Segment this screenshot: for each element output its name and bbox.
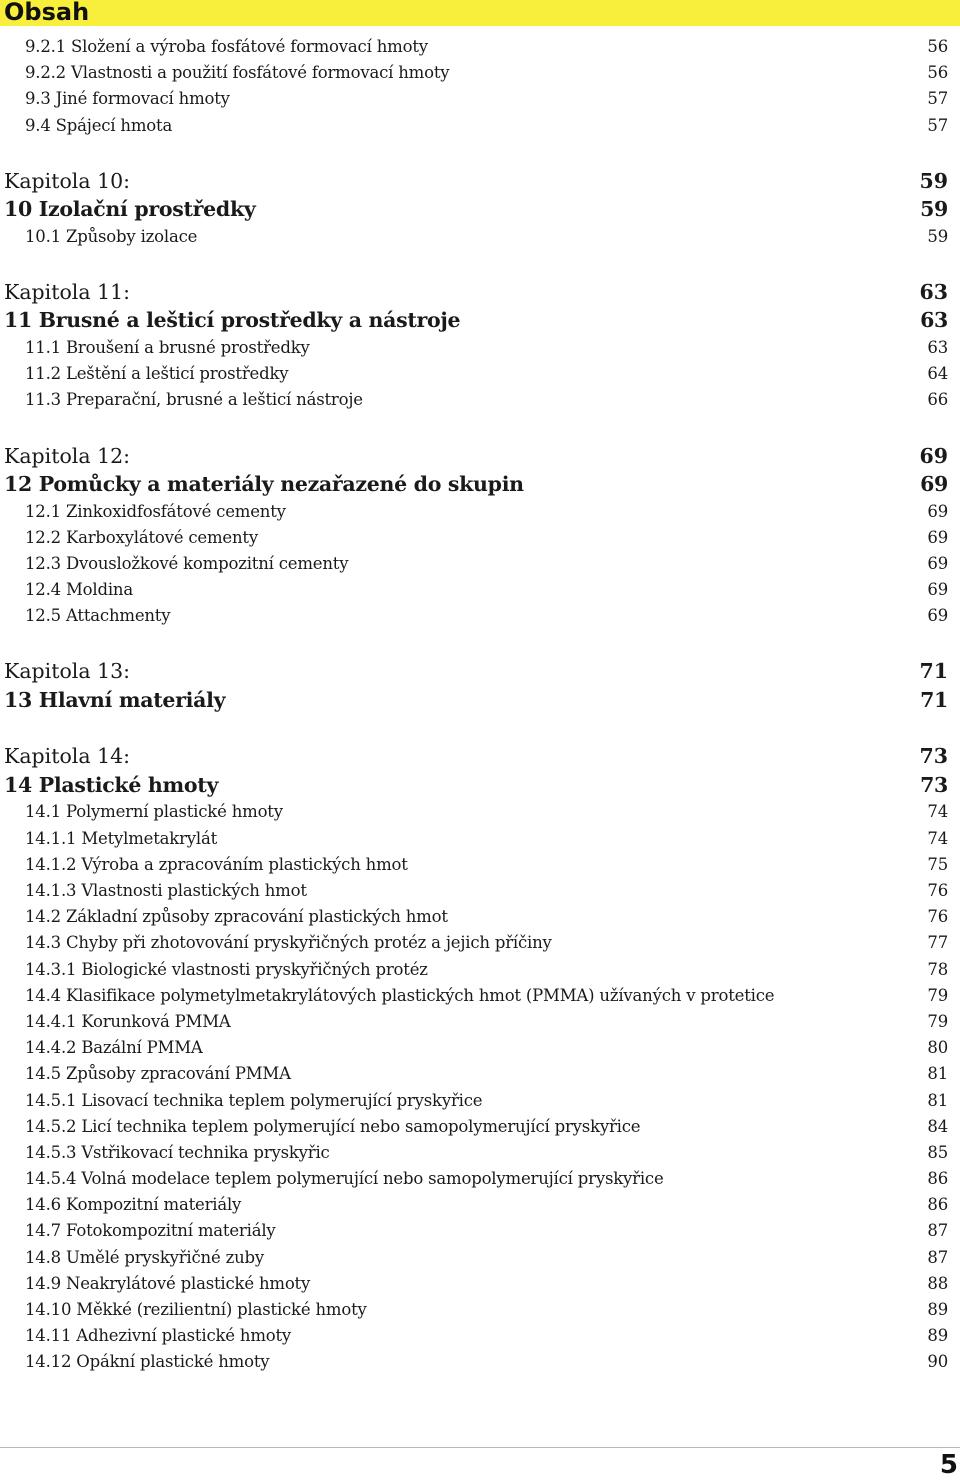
toc-entry-page: 63 bbox=[927, 337, 948, 357]
toc-entry-page: 73 bbox=[920, 772, 948, 797]
toc-entry-page: 89 bbox=[927, 1326, 948, 1346]
toc-entry-title: 9.4 Spájecí hmota bbox=[25, 115, 173, 135]
toc-entry-title: 14.5.4 Volná modelace teplem polymerující nebo samopolymerující pryskyřice bbox=[25, 1169, 664, 1189]
toc-entry-title: 14.10 Měkké (rezilientní) plastické hmoty bbox=[25, 1300, 367, 1319]
toc-spacer bbox=[0, 629, 952, 657]
toc-entry-page: 69 bbox=[927, 527, 948, 547]
toc-entry-title: Kapitola 11: bbox=[4, 279, 131, 304]
toc-entry-title: 14.12 Opákní plastické hmoty bbox=[25, 1352, 270, 1372]
toc-entry-page: 77 bbox=[927, 933, 948, 953]
toc-entry-page: 71 bbox=[919, 659, 948, 684]
toc-entry-title: 12 Pomůcky a materiály nezařazené do skupin bbox=[4, 472, 524, 496]
toc-entry-sub[interactable] bbox=[0, 387, 952, 413]
toc-entry-sub[interactable] bbox=[0, 930, 952, 956]
toc-entry-title: 11.1 Broušení a brusné prostředky bbox=[25, 337, 310, 357]
toc-entry-sub[interactable] bbox=[0, 60, 952, 86]
toc-entry-title: Kapitola 13: bbox=[4, 659, 131, 684]
toc-entry-page: 63 bbox=[920, 308, 948, 333]
toc-entry-page: 57 bbox=[927, 89, 948, 109]
toc-entry-title: 14.5.1 Lisovací technika teplem polymerující pryskyřice bbox=[25, 1090, 483, 1110]
toc-entry-title: 14.1.2 Výroba a zpracováním plastických hmot bbox=[25, 854, 408, 874]
toc-entry-title: 14.1.1 Metylmetakrylát bbox=[25, 828, 218, 848]
toc-entry-sub[interactable] bbox=[0, 1349, 952, 1375]
toc-entry-title: 11 Brusné a lešticí prostředky a nástroje bbox=[4, 308, 461, 333]
toc-entry-title: 14.4 Klasifikace polymetylmetakrylátových plastických hmot (PMMA) užívaných v protetice bbox=[25, 985, 775, 1005]
toc-entry-chapter[interactable] bbox=[0, 442, 952, 471]
toc-entry-page: 74 bbox=[927, 802, 948, 822]
toc-entry-page: 59 bbox=[927, 226, 948, 246]
toc-entry-title: 9.2.1 Složení a výroba fosfátové formovací hmoty bbox=[25, 37, 428, 56]
toc-entry-title: 14.8 Umělé pryskyřičné zuby bbox=[25, 1247, 264, 1267]
toc-entry-sub[interactable] bbox=[0, 878, 952, 904]
toc-entry-page: 59 bbox=[919, 168, 948, 193]
toc-entry-title: 14.4.2 Bazální PMMA bbox=[25, 1038, 203, 1058]
toc-entry-page: 56 bbox=[927, 37, 948, 56]
toc-entry-sub[interactable] bbox=[0, 1035, 952, 1061]
toc-entry-title: Kapitola 10: bbox=[4, 168, 131, 193]
toc-entry-title: 14.11 Adhezivní plastické hmoty bbox=[25, 1326, 292, 1346]
toc-entry-sub[interactable] bbox=[0, 1192, 952, 1218]
toc-entry-sub[interactable] bbox=[0, 577, 952, 603]
toc-entry-page: 69 bbox=[927, 501, 948, 521]
toc-entry-sub[interactable] bbox=[0, 1297, 952, 1323]
footer-divider bbox=[0, 1447, 960, 1448]
toc-entry-title: 14.3 Chyby při zhotovování pryskyřičných protéz a jejich příčiny bbox=[25, 933, 552, 953]
toc-entry-page: 78 bbox=[927, 959, 948, 979]
toc-entry-title: 12.3 Dvousložkové kompozitní cementy bbox=[25, 553, 349, 573]
toc-entry-title: Kapitola 12: bbox=[4, 443, 131, 468]
toc-entry-page: 81 bbox=[927, 1090, 948, 1110]
toc-entry-page: 71 bbox=[920, 687, 948, 712]
page-title: Obsah bbox=[4, 0, 90, 26]
toc-entry-page: 87 bbox=[927, 1221, 948, 1241]
toc-entry-section[interactable] bbox=[0, 771, 952, 800]
toc-entry-title: 12.5 Attachmenty bbox=[25, 606, 171, 626]
toc-entry-page: 66 bbox=[927, 390, 948, 410]
toc-entry-chapter[interactable] bbox=[0, 742, 952, 771]
table-of-contents bbox=[0, 34, 952, 1376]
toc-entry-page: 87 bbox=[927, 1247, 948, 1267]
toc-entry-sub[interactable] bbox=[0, 826, 952, 852]
toc-entry-sub[interactable] bbox=[0, 551, 952, 577]
toc-entry-page: 86 bbox=[927, 1195, 948, 1215]
toc-entry-page: 84 bbox=[927, 1116, 948, 1136]
toc-entry-sub[interactable] bbox=[0, 1009, 952, 1035]
toc-entry-title: 14.4.1 Korunková PMMA bbox=[25, 1011, 231, 1031]
toc-entry-sub[interactable] bbox=[0, 34, 952, 60]
toc-entry-sub[interactable] bbox=[0, 525, 952, 551]
toc-entry-page: 64 bbox=[927, 364, 948, 384]
toc-spacer bbox=[0, 250, 952, 278]
toc-entry-sub[interactable] bbox=[0, 1140, 952, 1166]
toc-entry-section[interactable] bbox=[0, 306, 952, 335]
toc-entry-sub[interactable] bbox=[0, 1271, 952, 1297]
toc-entry-sub[interactable] bbox=[0, 1061, 952, 1087]
toc-entry-sub[interactable] bbox=[0, 799, 952, 825]
toc-entry-sub[interactable] bbox=[0, 983, 952, 1009]
toc-entry-sub[interactable] bbox=[0, 603, 952, 629]
toc-entry-title: 11.3 Preparační, brusné a lešticí nástroje bbox=[25, 390, 363, 410]
toc-entry-page: 69 bbox=[927, 580, 948, 600]
toc-entry-chapter[interactable] bbox=[0, 278, 952, 307]
toc-entry-sub[interactable] bbox=[0, 957, 952, 983]
toc-entry-title: 14.2 Základní způsoby zpracování plastických hmot bbox=[25, 907, 448, 927]
toc-entry-sub[interactable] bbox=[0, 113, 952, 139]
toc-entry-title: 14.5 Způsoby zpracování PMMA bbox=[25, 1064, 291, 1084]
toc-entry-page: 63 bbox=[919, 279, 948, 304]
toc-entry-sub[interactable] bbox=[0, 1114, 952, 1140]
toc-entry-sub[interactable] bbox=[0, 1323, 952, 1349]
toc-entry-title: 10 Izolační prostředky bbox=[4, 197, 256, 222]
toc-entry-chapter[interactable] bbox=[0, 167, 952, 196]
toc-entry-title: 12.2 Karboxylátové cementy bbox=[25, 527, 258, 547]
toc-entry-page: 69 bbox=[919, 443, 948, 468]
toc-entry-title: 14 Plastické hmoty bbox=[4, 772, 219, 797]
toc-entry-sub[interactable] bbox=[0, 224, 952, 250]
toc-entry-sub[interactable] bbox=[0, 86, 952, 112]
toc-entry-page: 80 bbox=[927, 1038, 948, 1058]
toc-entry-title: 14.3.1 Biologické vlastnosti pryskyřičných protéz bbox=[25, 959, 428, 979]
toc-entry-title: 14.5.3 Vstřikovací technika pryskyřic bbox=[25, 1142, 330, 1162]
toc-entry-page: 75 bbox=[927, 854, 948, 874]
toc-entry-sub[interactable] bbox=[0, 852, 952, 878]
toc-entry-title: Kapitola 14: bbox=[4, 744, 131, 769]
header-bar bbox=[0, 0, 960, 26]
toc-entry-sub[interactable] bbox=[0, 499, 952, 525]
toc-entry-section[interactable] bbox=[0, 470, 952, 499]
toc-entry-page: 79 bbox=[927, 985, 948, 1005]
toc-spacer bbox=[0, 139, 952, 167]
toc-entry-page: 90 bbox=[927, 1352, 948, 1372]
toc-entry-page: 76 bbox=[927, 907, 948, 927]
toc-entry-section[interactable] bbox=[0, 686, 952, 715]
toc-entry-sub[interactable] bbox=[0, 1088, 952, 1114]
toc-entry-title: 11.2 Leštění a lešticí prostředky bbox=[25, 364, 289, 384]
toc-entry-sub[interactable] bbox=[0, 335, 952, 361]
toc-entry-title: 14.9 Neakrylátové plastické hmoty bbox=[25, 1273, 311, 1293]
toc-spacer bbox=[0, 714, 952, 742]
page-number: 5 bbox=[939, 1450, 958, 1480]
toc-entry-title: 14.6 Kompozitní materiály bbox=[25, 1195, 242, 1215]
toc-entry-page: 69 bbox=[927, 553, 948, 573]
toc-entry-page: 76 bbox=[927, 881, 948, 900]
toc-entry-title: 9.3 Jiné formovací hmoty bbox=[25, 89, 230, 109]
toc-entry-title: 14.5.2 Licí technika teplem polymerující nebo samopolymerující pryskyřice bbox=[25, 1116, 641, 1136]
toc-entry-page: 57 bbox=[927, 115, 948, 135]
toc-entry-page: 56 bbox=[927, 63, 948, 83]
toc-entry-page: 79 bbox=[927, 1011, 948, 1031]
toc-entry-chapter[interactable] bbox=[0, 657, 952, 686]
toc-entry-page: 86 bbox=[927, 1169, 948, 1189]
toc-entry-page: 69 bbox=[920, 472, 948, 496]
toc-entry-sub[interactable] bbox=[0, 904, 952, 930]
toc-entry-sub[interactable] bbox=[0, 1166, 952, 1192]
toc-entry-title: 10.1 Způsoby izolace bbox=[25, 226, 198, 246]
toc-entry-title: 14.1 Polymerní plastické hmoty bbox=[25, 802, 283, 822]
toc-entry-sub[interactable] bbox=[0, 1245, 952, 1271]
toc-entry-page: 59 bbox=[920, 197, 948, 222]
toc-entry-page: 74 bbox=[927, 828, 948, 848]
toc-entry-title: 14.7 Fotokompozitní materiály bbox=[25, 1221, 276, 1241]
toc-entry-title: 12.4 Moldina bbox=[25, 580, 133, 600]
toc-entry-page: 81 bbox=[927, 1064, 948, 1084]
toc-entry-section[interactable] bbox=[0, 195, 952, 224]
toc-entry-page: 85 bbox=[927, 1142, 948, 1162]
toc-spacer bbox=[0, 414, 952, 442]
toc-entry-page: 89 bbox=[927, 1300, 948, 1319]
toc-entry-title: 9.2.2 Vlastnosti a použití fosfátové formovací hmoty bbox=[25, 63, 450, 83]
toc-entry-page: 73 bbox=[919, 744, 948, 769]
toc-entry-title: 14.1.3 Vlastnosti plastických hmot bbox=[25, 881, 307, 900]
toc-entry-sub[interactable] bbox=[0, 361, 952, 387]
toc-entry-title: 13 Hlavní materiály bbox=[4, 687, 226, 712]
toc-entry-page: 88 bbox=[927, 1273, 948, 1293]
toc-entry-page: 69 bbox=[927, 606, 948, 626]
toc-entry-sub[interactable] bbox=[0, 1218, 952, 1244]
toc-entry-title: 12.1 Zinkoxidfosfátové cementy bbox=[25, 501, 286, 521]
